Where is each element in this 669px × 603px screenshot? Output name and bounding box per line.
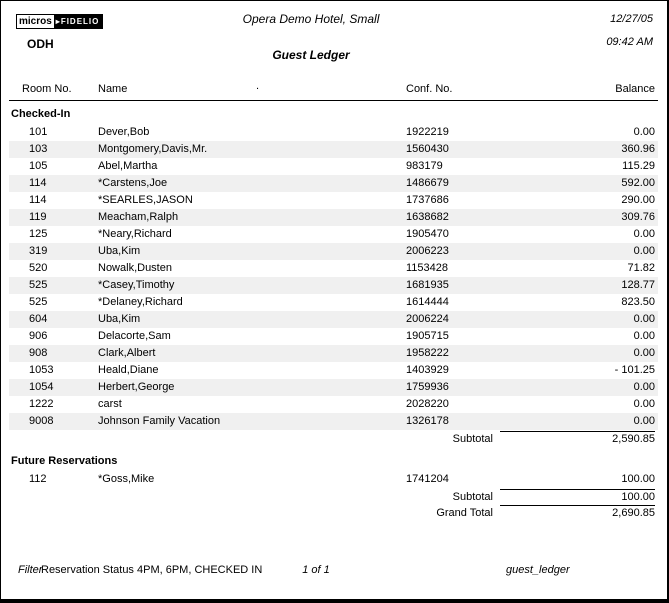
arrow-icon: ▸ <box>55 17 61 26</box>
conf-cell: 1958222 <box>406 347 449 359</box>
grand-total-row-value: 2,690.85 <box>612 507 655 519</box>
name-cell: Uba,Kim <box>98 313 141 325</box>
conf-cell: 1681935 <box>406 279 449 291</box>
name-cell: Clark,Albert <box>98 347 156 359</box>
table-row <box>9 141 658 158</box>
table-row <box>9 328 658 345</box>
name-cell: Abel,Martha <box>98 160 158 172</box>
subtotal-row <box>9 431 658 446</box>
room-cell: 119 <box>29 211 47 223</box>
name-cell: Herbert,George <box>98 381 175 393</box>
filter-value: Reservation Status 4PM, 6PM, CHECKED IN <box>41 564 263 576</box>
balance-cell: 309.76 <box>621 211 655 223</box>
micros-logo-text: micros <box>16 14 55 29</box>
table-row <box>9 294 658 311</box>
room-cell: 1222 <box>29 398 54 410</box>
name-cell: *Delaney,Richard <box>98 296 183 308</box>
table-row <box>9 226 658 243</box>
column-header-name: Name <box>98 83 128 95</box>
section-title: Future Reservations <box>11 455 118 467</box>
conf-cell: 1560430 <box>406 143 449 155</box>
room-cell: 520 <box>29 262 48 274</box>
page-number: 1 of 1 <box>302 564 330 576</box>
room-cell: 114 <box>29 194 47 206</box>
balance-cell: 0.00 <box>633 313 655 325</box>
balance-cell: 128.77 <box>621 279 655 291</box>
balance-cell: - 101.25 <box>614 364 655 376</box>
conf-cell: 2006223 <box>406 245 449 257</box>
name-cell: Dever,Bob <box>98 126 150 138</box>
report-date: 12/27/05 <box>610 13 653 25</box>
conf-cell: 983179 <box>406 160 443 172</box>
subtotal-row-value: 2,590.85 <box>612 433 655 445</box>
conf-cell: 1905470 <box>406 228 449 240</box>
conf-cell: 1737686 <box>406 194 449 206</box>
report-body <box>9 105 658 520</box>
table-row <box>9 396 658 413</box>
room-cell: 604 <box>29 313 48 325</box>
room-cell: 906 <box>29 330 48 342</box>
room-cell: 105 <box>29 160 48 172</box>
balance-cell: 0.00 <box>633 381 655 393</box>
name-cell: *SEARLES,JASON <box>98 194 193 206</box>
subtotal-row-label: Subtotal <box>452 491 493 503</box>
balance-cell: 592.00 <box>621 177 655 189</box>
name-cell: Nowalk,Dusten <box>98 262 172 274</box>
conf-cell: 2028220 <box>406 398 449 410</box>
stray-dot: . <box>256 80 260 92</box>
name-cell: *Casey,Timothy <box>98 279 175 291</box>
table-row <box>9 345 658 362</box>
balance-cell: 0.00 <box>633 347 655 359</box>
report-time: 09:42 AM <box>606 36 653 48</box>
room-cell: 525 <box>29 279 48 291</box>
conf-cell: 1403929 <box>406 364 449 376</box>
name-cell: Delacorte,Sam <box>98 330 171 342</box>
room-cell: 125 <box>29 228 48 240</box>
balance-cell: 71.82 <box>627 262 655 274</box>
name-cell: carst <box>98 398 122 410</box>
table-row <box>9 277 658 294</box>
room-cell: 908 <box>29 347 48 359</box>
room-cell: 103 <box>29 143 48 155</box>
balance-cell: 0.00 <box>633 398 655 410</box>
name-cell: *Neary,Richard <box>98 228 172 240</box>
conf-cell: 1326178 <box>406 415 449 427</box>
grand-total-row <box>9 505 658 520</box>
room-cell: 525 <box>29 296 48 308</box>
room-cell: 101 <box>29 126 48 138</box>
conf-cell: 1905715 <box>406 330 449 342</box>
room-cell: 1053 <box>29 364 54 376</box>
hotel-name: Opera Demo Hotel, Small <box>242 12 380 26</box>
table-row <box>9 311 658 328</box>
report-title: Guest Ledger <box>272 48 350 62</box>
name-cell: Uba,Kim <box>98 245 141 257</box>
balance-cell: 0.00 <box>633 245 655 257</box>
conf-cell: 1759936 <box>406 381 449 393</box>
table-row <box>9 379 658 396</box>
conf-cell: 1922219 <box>406 126 449 138</box>
filter-label: Filter <box>18 564 43 576</box>
conf-cell: 2006224 <box>406 313 449 325</box>
table-row <box>9 243 658 260</box>
table-row <box>9 158 658 175</box>
name-cell: Meacham,Ralph <box>98 211 179 223</box>
table-row <box>9 260 658 277</box>
table-row <box>9 209 658 226</box>
room-cell: 319 <box>29 245 48 257</box>
balance-cell: 115.29 <box>622 160 655 172</box>
balance-cell: 290.00 <box>621 194 655 206</box>
report-footer <box>1 564 667 580</box>
name-cell: Montgomery,Davis,Mr. <box>98 143 208 155</box>
conf-cell: 1153428 <box>406 262 449 274</box>
room-cell: 1054 <box>29 381 54 393</box>
name-cell: *Goss,Mike <box>98 473 155 485</box>
name-cell: Heald,Diane <box>98 364 159 376</box>
conf-cell: 1614444 <box>406 296 449 308</box>
table-row <box>9 471 658 488</box>
conf-cell: 1486679 <box>406 177 449 189</box>
column-header-balance: Balance <box>615 83 655 95</box>
balance-cell: 0.00 <box>633 228 655 240</box>
balance-cell: 0.00 <box>633 415 655 427</box>
balance-cell: 0.00 <box>633 330 655 342</box>
section-title: Checked-In <box>11 108 71 120</box>
balance-cell: 100.00 <box>621 473 655 485</box>
room-cell: 114 <box>29 177 47 189</box>
conf-cell: 1638682 <box>406 211 449 223</box>
balance-cell: 360.96 <box>621 143 655 155</box>
subtotal-row-label: Subtotal <box>452 433 493 445</box>
table-row <box>9 413 658 430</box>
name-cell: *Carstens,Joe <box>98 177 168 189</box>
table-row <box>9 362 658 379</box>
fidelio-label: FIDELIO <box>60 17 100 26</box>
report-file-name: guest_ledger <box>506 564 570 576</box>
column-header-room: Room No. <box>22 83 72 95</box>
name-cell: Johnson Family Vacation <box>98 415 221 427</box>
column-header-conf: Conf. No. <box>406 83 453 95</box>
balance-cell: 823.50 <box>621 296 655 308</box>
room-cell: 9008 <box>29 415 54 427</box>
subtotal-row-value: 100.00 <box>621 491 655 503</box>
balance-cell: 0.00 <box>633 126 655 138</box>
grand-total-row-label: Grand Total <box>436 507 493 519</box>
column-header-row <box>9 79 658 101</box>
room-cell: 112 <box>29 473 47 485</box>
subtotal-row <box>9 489 658 504</box>
property-code: ODH <box>27 37 54 51</box>
conf-cell: 1741204 <box>406 473 449 485</box>
table-row <box>9 124 658 141</box>
table-row <box>9 175 658 192</box>
table-row <box>9 192 658 209</box>
